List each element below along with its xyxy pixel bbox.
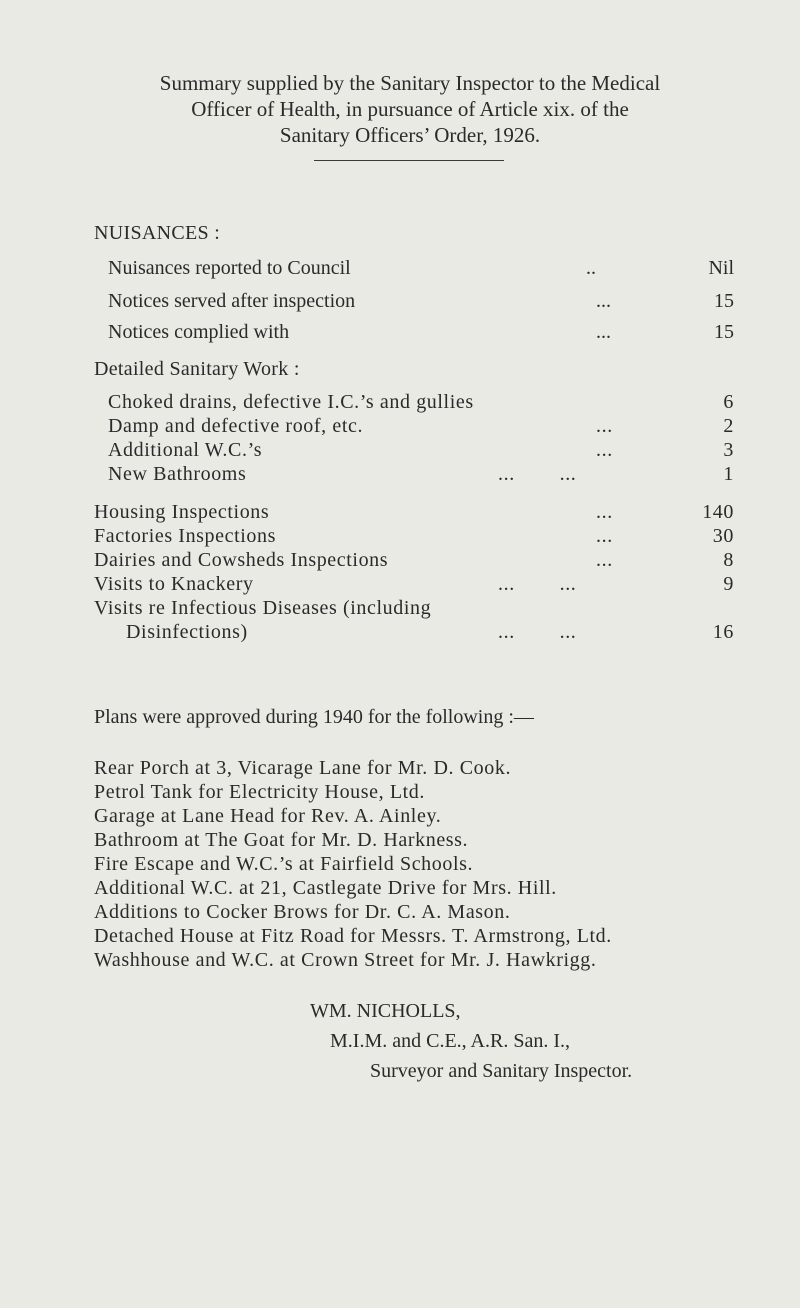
inspection-value: 9 [723, 573, 734, 595]
detailed-row [108, 462, 736, 486]
nuisance-value: 15 [714, 290, 734, 312]
inspection-label: Visits to Knackery [94, 573, 254, 595]
nuisance-row [108, 320, 736, 344]
inspection-row [94, 500, 736, 524]
heading-line-3: Sanitary Officers’ Order, 1926. [279, 123, 541, 147]
inspection-label: Housing Inspections [94, 501, 270, 523]
detailed-value: 3 [723, 439, 734, 461]
detailed-work-title: Detailed Sanitary Work : [94, 358, 300, 380]
plan-item: Detached House at Fitz Road for Messrs. T. Armstrong, Ltd. [94, 925, 612, 947]
detailed-label: Choked drains, defective I.C.’s and gullies [108, 391, 474, 413]
leader-dots: ... ... [498, 573, 577, 595]
nuisance-label: Notices complied with [108, 321, 290, 343]
leader-dots: ... [596, 549, 613, 571]
plan-item: Additions to Cocker Brows for Dr. C. A. Mason. [94, 901, 511, 923]
inspection-value: 8 [723, 549, 734, 571]
nuisances-title: NUISANCES : [94, 222, 221, 244]
plan-item: Bathroom at The Goat for Mr. D. Harkness. [94, 829, 469, 851]
inspection-value: 30 [712, 525, 734, 547]
inspection-row [94, 524, 736, 548]
inspection-row [94, 620, 736, 644]
heading-divider [314, 160, 504, 161]
leader-dots: ... [596, 525, 613, 547]
signatory-name: WM. NICHOLLS, [310, 1000, 461, 1022]
leader-dots: ... [596, 415, 613, 437]
nuisance-row [108, 256, 736, 280]
nuisance-label: Nuisances reported to Council [108, 257, 351, 279]
detailed-value: 2 [723, 415, 734, 437]
detailed-label: New Bathrooms [108, 463, 247, 485]
leader-dots: ... [596, 501, 613, 523]
nuisance-row [108, 289, 736, 313]
leader-dots: .. [586, 257, 596, 279]
nuisance-value: 15 [714, 321, 734, 343]
leader-dots: ... ... [498, 463, 577, 485]
detailed-row [108, 438, 736, 462]
inspection-label: Visits re Infectious Diseases (including [94, 597, 432, 619]
heading-line-2: Officer of Health, in pursuance of Article xix. of the [191, 97, 629, 121]
inspection-label: Factories Inspections [94, 525, 277, 547]
inspection-row [94, 572, 736, 596]
leader-dots: ... [596, 290, 611, 312]
nuisance-value: Nil [708, 257, 734, 279]
inspection-value: 140 [702, 501, 734, 523]
nuisance-label: Notices served after inspection [108, 290, 356, 312]
detailed-value: 1 [723, 463, 734, 485]
plan-item: Washhouse and W.C. at Crown Street for Mr. J. Hawkrigg. [94, 949, 597, 971]
plan-item: Rear Porch at 3, Vicarage Lane for Mr. D. Cook. [94, 757, 512, 779]
plan-item: Fire Escape and W.C.’s at Fairfield Schools. [94, 853, 474, 875]
signatory-title: Surveyor and Sanitary Inspector. [370, 1060, 633, 1082]
inspection-label: Dairies and Cowsheds Inspections [94, 549, 389, 571]
leader-dots: ... [596, 321, 611, 343]
detailed-value: 6 [723, 391, 734, 413]
plans-title: Plans were approved during 1940 for the following :— [94, 706, 534, 728]
inspection-value: 16 [712, 621, 734, 643]
detailed-label: Additional W.C.’s [108, 439, 263, 461]
signatory-qualifications: M.I.M. and C.E., A.R. San. I., [330, 1030, 570, 1052]
plan-item: Petrol Tank for Electricity House, Ltd. [94, 781, 425, 803]
detailed-label: Damp and defective roof, etc. [108, 415, 364, 437]
inspection-row [94, 596, 736, 620]
inspection-label: Disinfections) [126, 621, 248, 643]
plan-item: Garage at Lane Head for Rev. A. Ainley. [94, 805, 442, 827]
leader-dots: ... [596, 439, 613, 461]
plan-item: Additional W.C. at 21, Castlegate Drive for Mrs. Hill. [94, 877, 557, 899]
detailed-row [108, 390, 736, 414]
inspection-row [94, 548, 736, 572]
leader-dots: ... ... [498, 621, 577, 643]
document-heading [60, 70, 760, 148]
heading-line-1: Summary supplied by the Sanitary Inspector to the Medical [159, 71, 661, 95]
detailed-row [108, 414, 736, 438]
